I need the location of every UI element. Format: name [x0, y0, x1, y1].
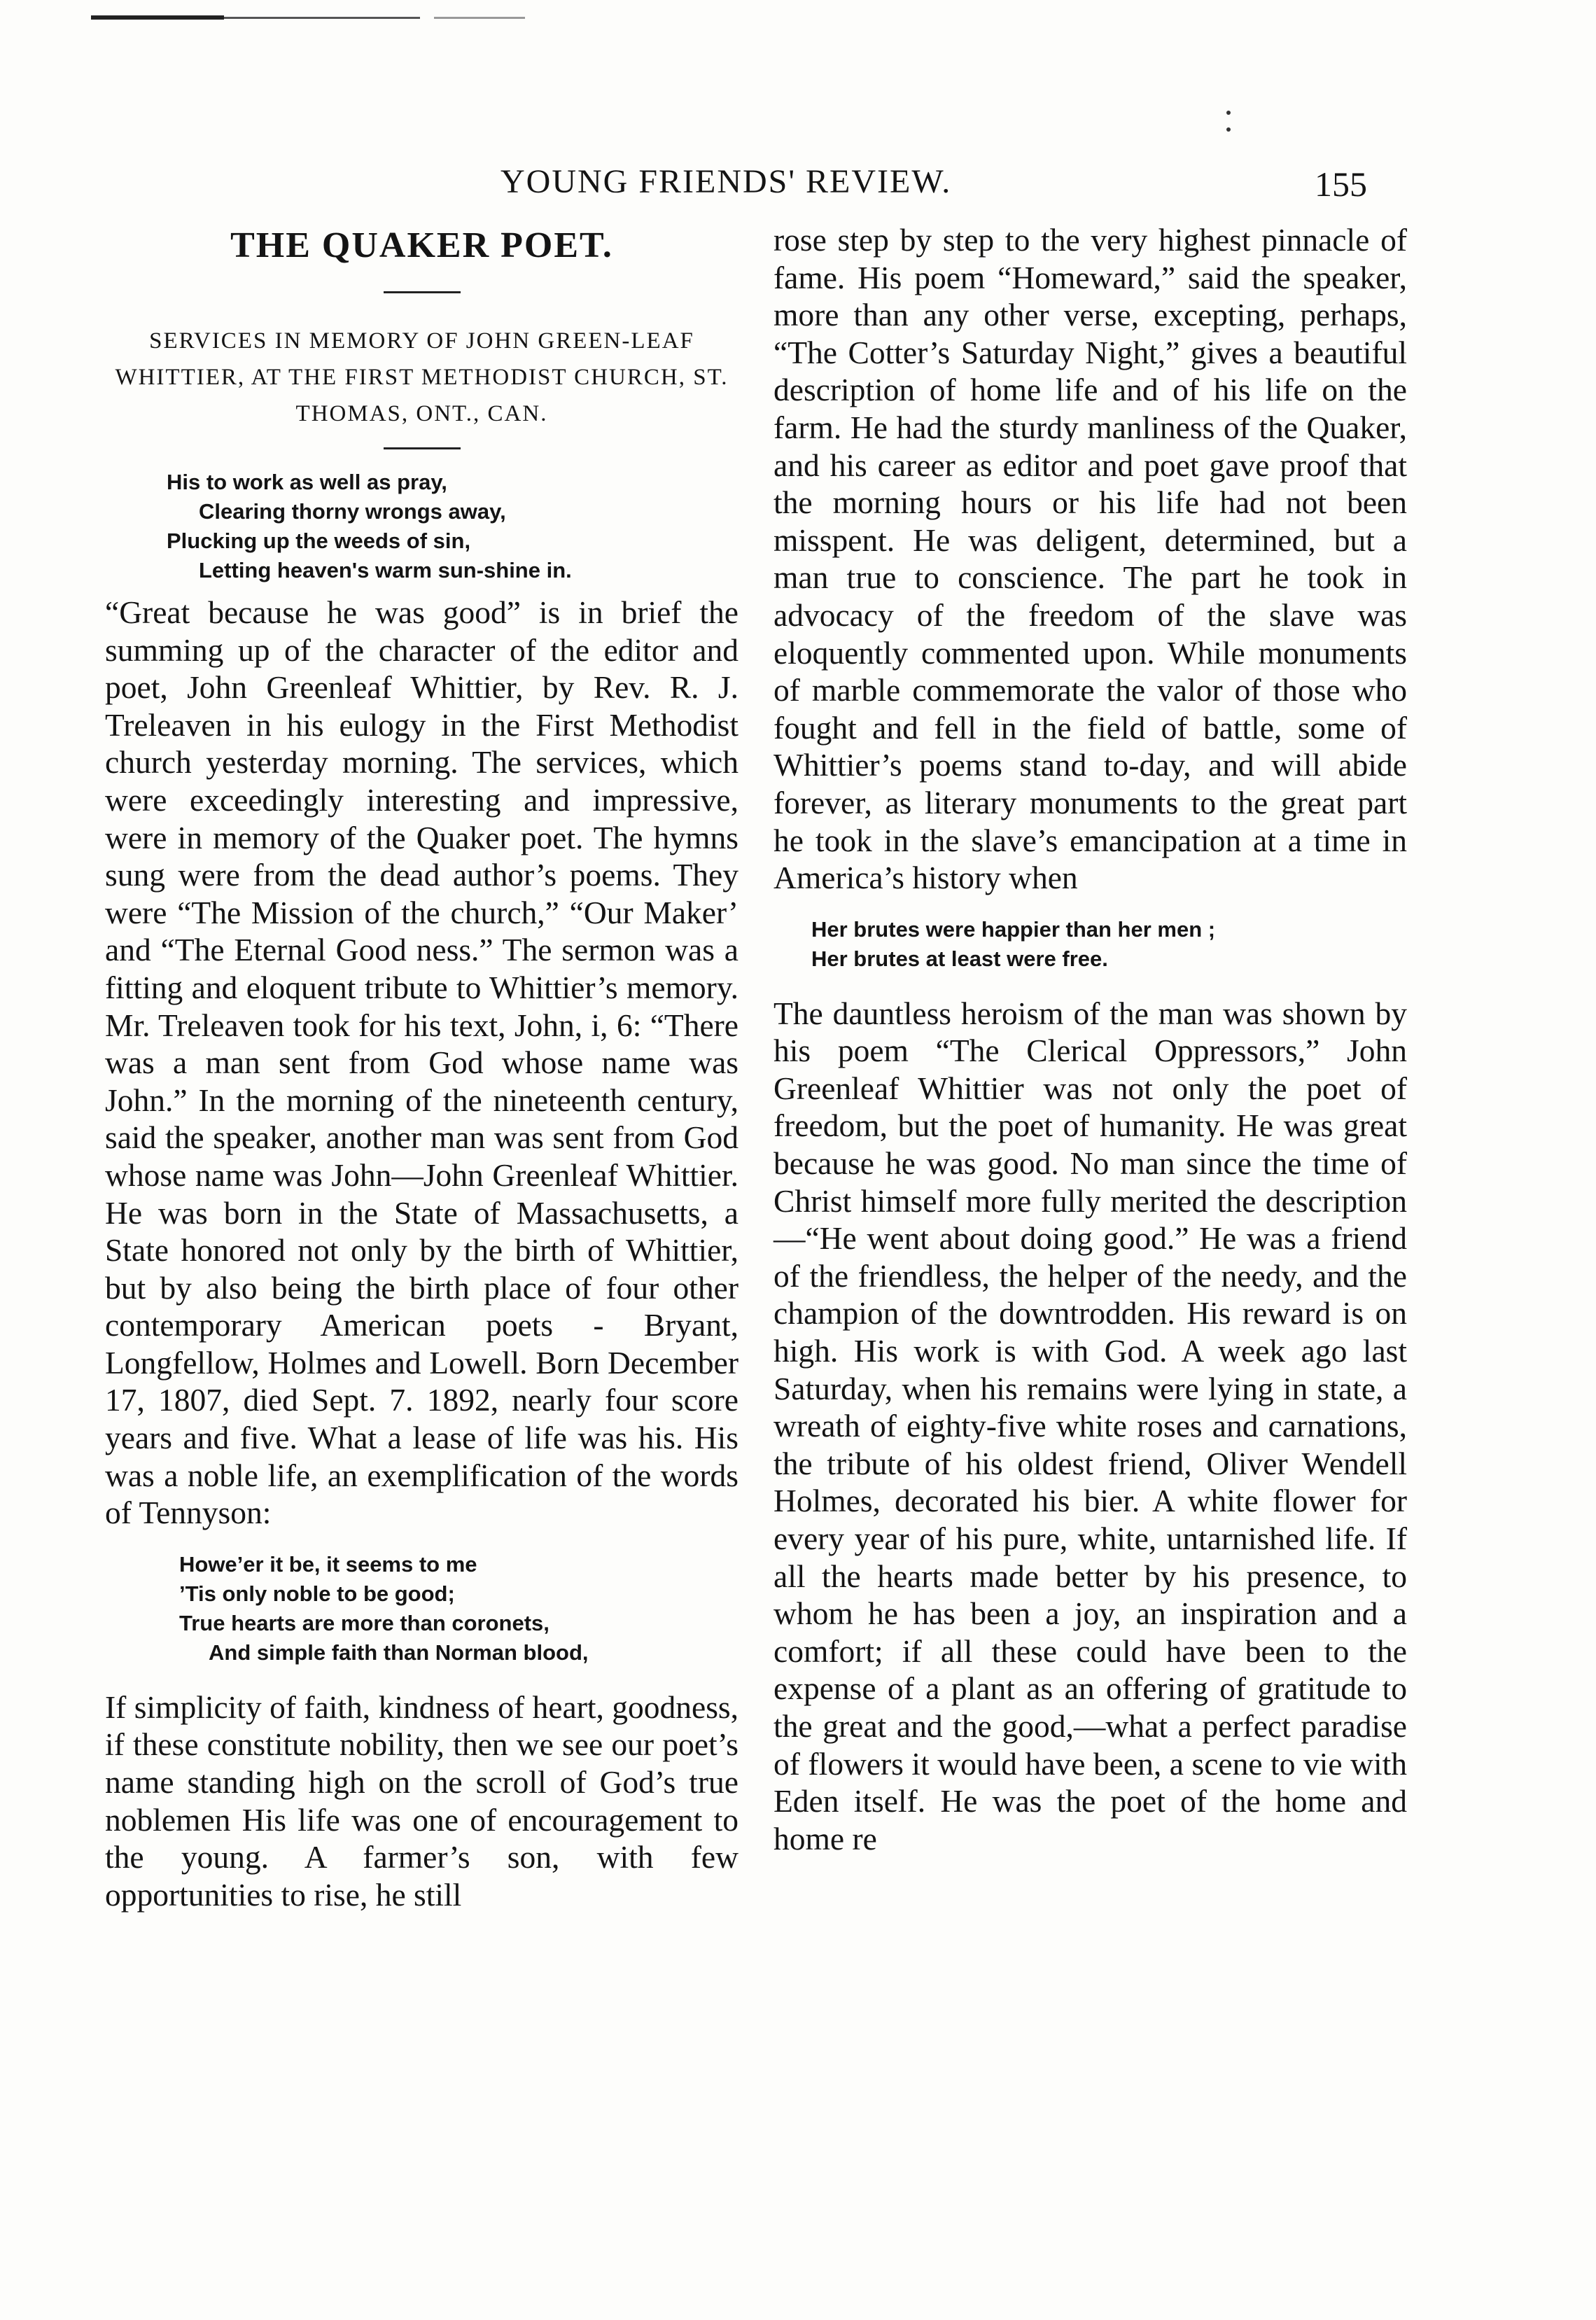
scan-artifact-dot	[1226, 111, 1231, 115]
brutes-quote	[774, 915, 1407, 974]
verse-line: Howe’er it be, it seems to me	[179, 1551, 477, 1577]
scan-artifact-rule	[224, 17, 420, 19]
paragraph-1: “Great because he was good” is in brief the summing up of the character of the editor and poet, John Greenleaf Whittier, by Rev. R. J. Treleaven in his eulogy in the First Methodist church yesterday morning. The services, which were exceedingly interesting and impressive, were in memory of the Quaker poet. The hymns sung were from the dead author’s poems. They were “The Mission of the church,” “Our Maker’ and “The Eternal Good ness.” The sermon was a fitting and eloquent tribute to Whittier’s memory. Mr. Treleaven took for his text, John, i, 6: “There was a man sent from God whose name was John.” In the morning of the nineteenth century, said the speaker, another man was sent from God whose name was John—John Greenleaf Whittier. He was born in the State of Massachusetts, a State honored not only by the birth of Whittier, but by also being the birth place of four other contemporary American poets - Bryant, Longfellow, Holmes and Lowell. Born December 17, 1807, died Sept. 7. 1892, nearly four score years and five. What a lease of life was his. His was a noble life, an exemplification of the words of Tennyson:	[105, 594, 738, 1531]
verse-line: ’Tis only noble to be good;	[179, 1581, 455, 1606]
article-subheading: SERVICES IN MEMORY OF JOHN GREEN-LEAF WHITTIER, AT THE FIRST METHODIST CHURCH, ST. THOMAS, ONT., CAN.	[115, 328, 729, 426]
article-title: THE QUAKER POET.	[230, 225, 613, 265]
right-column	[774, 221, 1407, 1857]
paragraph-2-continued: rose step by step to the very highest pinnacle of fame. His poem “Homeward,” said the speaker, more than any other verse, excepting, perhaps, “The Cotter’s Saturday Night,” gives a beautiful description of home life and of his life on the farm. He had the sturdy manliness of the Quaker, and his career as editor and poet gave proof that the morning hours or his life had not been misspent. He was deligent, determined, but a man true to conscience. The part he took in advocacy of the freedom of the slave was eloquently commented upon. While monuments of marble commemorate the valor of those who fought and fell in the field of battle, some of Whittier’s poems stand to-day, and will abide forever, as literary monuments to the great part he took in the slave’s emancipation at a time in America’s history when	[774, 222, 1407, 896]
paragraph-3: The dauntless heroism of the man was shown by his poem “The Clerical Oppressors,” John Greenleaf Whittier was not only the poet of freedom, but the poet of humanity. He was great because he was good. No man since the time of Christ himself more fully merited the description—“He went about doing good.” He was a friend of the friendless, the helper of the needy, and the champion of the downtrodden. His reward is on high. His work is with God. A week ago last Saturday, when his remains were lying in state, a wreath of eighty-five white roses and carnations, the tribute of his oldest friend, Oliver Wendell Holmes, decorated his bier. A white flower for every year of his pure, white, untarnished life. If all the hearts made better by his presence, to whom he has been a joy, an inspiration and a comfort; if all these could have been to the expense of a plant as an offering of gratitude to the great and the good,—what a perfect paradise of flowers it would have been, a scene to vie with Eden itself. He was the poet of the home and home re	[774, 995, 1407, 1857]
verse-line: Her brutes at least were free.	[811, 946, 1108, 971]
divider	[384, 291, 461, 293]
verse-line: And simple faith than Norman blood,	[209, 1640, 589, 1665]
running-head: YOUNG FRIENDS' REVIEW.	[500, 163, 952, 200]
verse-line: Clearing thorny wrongs away,	[199, 499, 506, 524]
verse-line: Letting heaven's warm sun-shine in.	[199, 558, 572, 582]
left-column	[105, 221, 738, 1913]
scan-artifact-dot	[1226, 127, 1231, 132]
page-number: 155	[1315, 165, 1367, 204]
verse-line: True hearts are more than coronets,	[179, 1610, 550, 1635]
tennyson-quote	[105, 1550, 738, 1668]
verse-line: Plucking up the weeds of sin,	[167, 529, 471, 553]
verse-line: His to work as well as pray,	[167, 470, 447, 494]
divider	[384, 447, 461, 449]
scan-artifact-rule	[91, 15, 224, 20]
paragraph-2-start: If simplicity of faith, kindness of heart, goodness, if these constitute nobility, then we see our poet’s name standing high on the scroll of God’s true noblemen His life was one of encouragement to the young. A farmer’s son, with few opportunities to rise, he still	[105, 1689, 738, 1913]
verse-line: Her brutes were happier than her men ;	[811, 916, 1216, 942]
epigraph-verse	[105, 468, 738, 585]
scan-artifact-rule	[434, 17, 525, 19]
